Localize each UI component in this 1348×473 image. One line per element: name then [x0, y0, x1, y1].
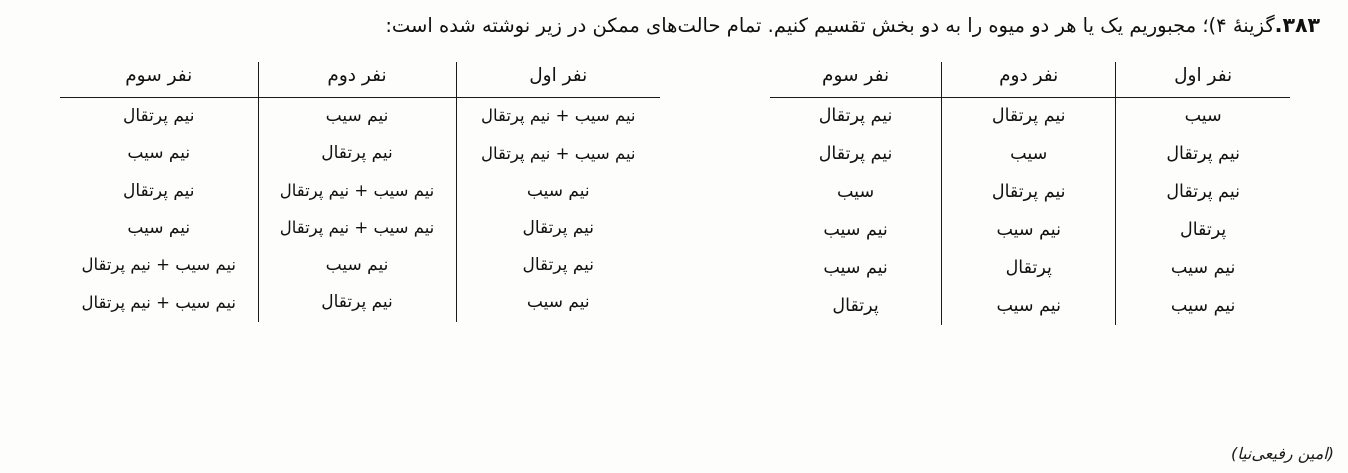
column-header-person-1: نفر اول	[1174, 65, 1233, 86]
cell: نیم سیب	[60, 135, 258, 172]
cell: نیم سیب	[526, 180, 590, 201]
table-row	[770, 98, 1290, 136]
cell: نیم سیب	[258, 98, 456, 136]
cases-table-simple	[770, 62, 1290, 325]
question-number: ۳۸۳.	[1274, 13, 1320, 37]
cell: نیم سیب + نیم پرتقال	[480, 143, 636, 163]
table-row	[60, 173, 660, 210]
cell: نیم پرتقال	[942, 98, 1116, 136]
cell: نیم سیب + نیم پرتقال	[258, 210, 456, 247]
cell: پرتقال	[1180, 219, 1227, 240]
cell: نیم پرتقال	[1166, 181, 1240, 202]
question-text: گزینهٔ ۴)؛ مجبوریم یک یا هر دو میوه را به دو بخش تقسیم کنیم. تمام حالت‌های ممکن در زیر نوشته شده است:	[385, 14, 1275, 37]
table-row	[60, 135, 660, 172]
cell: نیم پرتقال	[770, 136, 942, 174]
table-row	[60, 247, 660, 284]
cell: نیم پرتقال	[522, 255, 595, 276]
table-row	[770, 174, 1290, 212]
table-row	[770, 288, 1290, 326]
table-row	[770, 250, 1290, 288]
cell: نیم سیب + نیم پرتقال	[60, 247, 258, 284]
column-header-person-3: نفر سوم	[770, 62, 942, 98]
cell: نیم سیب	[770, 250, 942, 288]
table-header-row	[60, 62, 660, 98]
cell: سیب	[1184, 106, 1222, 127]
author-attribution: (امین رفیعی‌نیا)	[1230, 444, 1334, 463]
table-row	[770, 136, 1290, 174]
column-header-person-1: نفر اول	[529, 65, 588, 86]
cell: نیم سیب + نیم پرتقال	[480, 106, 636, 126]
cell: نیم سیب	[1170, 257, 1236, 278]
cell: نیم سیب	[1170, 295, 1236, 316]
cell: نیم پرتقال	[258, 284, 456, 321]
column-header-person-3: نفر سوم	[60, 62, 258, 98]
cell: پرتقال	[942, 250, 1116, 288]
cell: نیم سیب + نیم پرتقال	[258, 173, 456, 210]
cell: سیب	[770, 174, 942, 212]
cell: نیم پرتقال	[60, 98, 258, 136]
table-row	[770, 212, 1290, 250]
cases-table-simple-block	[770, 62, 1290, 325]
cases-table-combined-block	[60, 62, 660, 322]
column-header-person-2: نفر دوم	[258, 62, 456, 98]
table-header-row	[770, 62, 1290, 98]
cell: نیم پرتقال	[770, 98, 942, 136]
cell: سیب	[942, 136, 1116, 174]
question-intro	[28, 8, 1320, 44]
cell: نیم سیب	[942, 288, 1116, 326]
tables-container	[0, 62, 1348, 325]
table-row	[60, 210, 660, 247]
cell: نیم سیب	[258, 247, 456, 284]
cell: نیم سیب	[60, 210, 258, 247]
table-row	[60, 98, 660, 136]
cell: نیم پرتقال	[942, 174, 1116, 212]
cell: نیم سیب	[770, 212, 942, 250]
cell: نیم پرتقال	[258, 135, 456, 172]
column-header-person-2: نفر دوم	[942, 62, 1116, 98]
cell: نیم سیب + نیم پرتقال	[60, 284, 258, 321]
cell: نیم پرتقال	[522, 217, 595, 238]
table-row	[60, 284, 660, 321]
cell: نیم پرتقال	[1166, 144, 1240, 164]
cell: نیم پرتقال	[60, 173, 258, 210]
cell: نیم سیب	[526, 292, 590, 313]
cases-table-combined	[60, 62, 660, 322]
cell: نیم سیب	[942, 212, 1116, 250]
cell: پرتقال	[770, 288, 942, 326]
